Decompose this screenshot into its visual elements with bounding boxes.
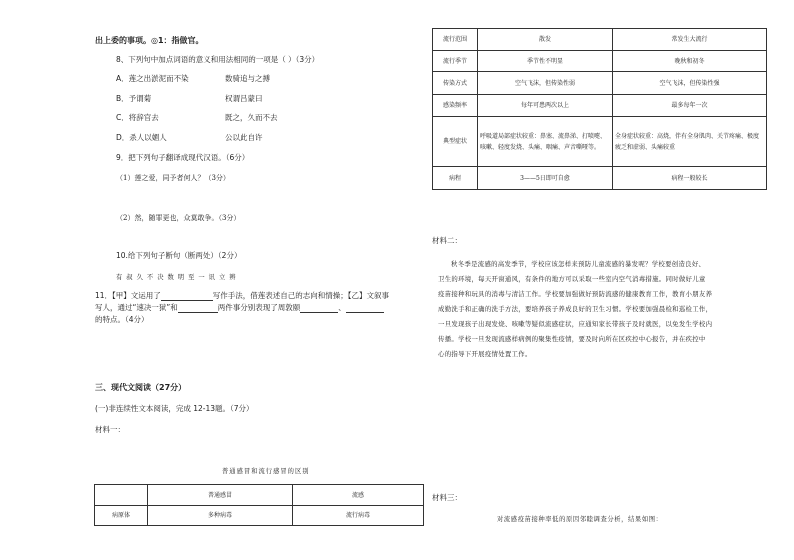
material-2-line: 传播。学校一旦发现流感样病例的聚集性疫情，要及时向所在区疾控中心报告，并在疾控中 [438, 335, 706, 343]
q8-option-d: D．杀人以媚人 [116, 133, 167, 142]
table-cell: 感染频率 [433, 95, 478, 117]
table-cell: 季节性不明显 [478, 51, 613, 72]
table-cell: 散发 [478, 29, 613, 51]
q9-sentence-2: （2）然，随罪更也，众莫敢争。（3分） [116, 214, 241, 222]
q9-stem: 9．把下列句子翻译成现代汉语。（6分） [116, 153, 250, 162]
section-3-heading: 三、现代文阅读（27分） [95, 383, 187, 392]
table-row [433, 117, 767, 167]
table-cell: 最多每年一次 [613, 95, 767, 117]
q8-option-a-compare: 数骑追与之搏 [225, 74, 270, 83]
material-2-line: 心的指导下开展疫情处置工作。 [438, 350, 532, 358]
table-header-common-cold: 普通感冒 [148, 485, 293, 506]
table-cell: 呼吸道局部症状较重：鼻塞、流鼻涕、打喷嚏、咳嗽、轻度发烧、头痛、咽痛、声音嘶哑等。 [478, 117, 613, 167]
table-cell: 3——5日即可自愈 [478, 167, 613, 190]
q11-blank-1[interactable] [161, 292, 213, 301]
material-1-label: 材料一： [95, 425, 125, 434]
q8-stem: 8、下列句中加点词语的意义和用法相同的一项是（ ）（3分） [116, 55, 320, 64]
q8-option-d-compare: 公以此自许 [225, 133, 263, 142]
material-2-line: 卫生的环境，每天开窗通风，有条件的地方可以采取一些室内空气消毒措施。同时做好儿童 [438, 275, 706, 283]
q11-blank-4[interactable] [346, 304, 384, 313]
section-3-sub-1: (一)非连续性文本阅读，完成 12-13题。（7分） [95, 404, 254, 413]
q8-option-c: C．将辞官去 [116, 113, 159, 122]
table-header-blank [95, 485, 148, 506]
table-cell: 空气飞沫，但传染性弱 [478, 72, 613, 95]
table-cell: 全身症状较重：高烧，伴有全身肌肉、关节疼痛、极度疲乏和虚弱、头痛较重 [613, 117, 767, 167]
table-cell: 典型症状 [433, 117, 478, 167]
q11-blank-2[interactable] [178, 304, 218, 313]
q10-stem: 10.给下列句子断句（断两处）（2分） [116, 251, 242, 260]
q11-line-2: 写人，通过“速决一狱”和 两件事分别表现了周敦颐 、 [95, 303, 384, 313]
material-2-paragraph [438, 257, 774, 362]
flu-comparison-table-continued [432, 28, 767, 190]
q8-option-a: A．莲之出淤泥而不染 [116, 74, 189, 83]
q9-sentence-1: （1）莲之爱，同予者何人？（3分） [116, 174, 230, 182]
top-line: 出上委的事项。◎1：指做官。 [95, 36, 204, 45]
material-3-caption: 对流感疫苗接种率低的原因邻睦调查分析，结果如图： [497, 516, 663, 523]
material-2-line: 成勤洗手和正确的洗手方法，要培养孩子养成良好的卫生习惯。学校要加强晨检和巡检工作， [438, 305, 713, 313]
table-cell: 流行病毒 [293, 506, 424, 526]
table-cell: 病原体 [95, 506, 148, 526]
table-cell: 多种病毒 [148, 506, 293, 526]
table-row [433, 95, 767, 117]
q11-line-1: 11．【甲】文运用了 写作手法，借莲表述自己的志向和情操；【乙】文叙事 [95, 291, 390, 300]
table-cell: 空气飞沫，但传染性强 [613, 72, 767, 95]
q10-sentence: 有 叔 久 不 决 数 明 至 一 讯 立 辨 [116, 274, 237, 281]
table-cell: 常发生大流行 [613, 29, 767, 51]
table-row [433, 167, 767, 190]
table-cell: 病程一般较长 [613, 167, 767, 190]
q8-option-b: B．予谓菊 [116, 94, 152, 103]
table-cell: 传染方式 [433, 72, 478, 95]
material-2-line: 疫苗接种和玩具的消毒与清洁工作。学校要加强做好预防流感的健康教育工作，教育小朋友养 [438, 290, 713, 298]
q11-line-3: 的特点。（4分） [95, 315, 149, 324]
table-row [433, 72, 767, 95]
table-cell: 病程 [433, 167, 478, 190]
table-row [433, 29, 767, 51]
table-header-flu: 流感 [293, 485, 424, 506]
table-cell: 晚秋和初冬 [613, 51, 767, 72]
material-2-line: 秋冬季是流感的高发季节，学校应该怎样来预防儿童流感的暴发呢？学校要创造良好、 [451, 260, 706, 268]
material-2-line: 一旦发现孩子出现发烧、咳嗽等疑似流感症状，应通知家长带孩子及时就医，以免发生学校内 [438, 320, 713, 328]
material-3-label: 材料三： [432, 493, 462, 502]
q11-blank-3[interactable] [300, 304, 338, 313]
material-2-label: 材料二： [432, 236, 462, 245]
flu-comparison-table-top [94, 484, 424, 526]
table-row [433, 51, 767, 72]
q8-option-b-compare: 权谓吕蒙曰 [225, 94, 263, 103]
q8-option-c-compare: 既之，久而不去 [225, 113, 278, 122]
table-cell: 每年可患两次以上 [478, 95, 613, 117]
table-1-caption: 普通感冒和流行感冒的区别 [222, 468, 310, 475]
table-cell: 流行范围 [433, 29, 478, 51]
table-cell: 流行季节 [433, 51, 478, 72]
